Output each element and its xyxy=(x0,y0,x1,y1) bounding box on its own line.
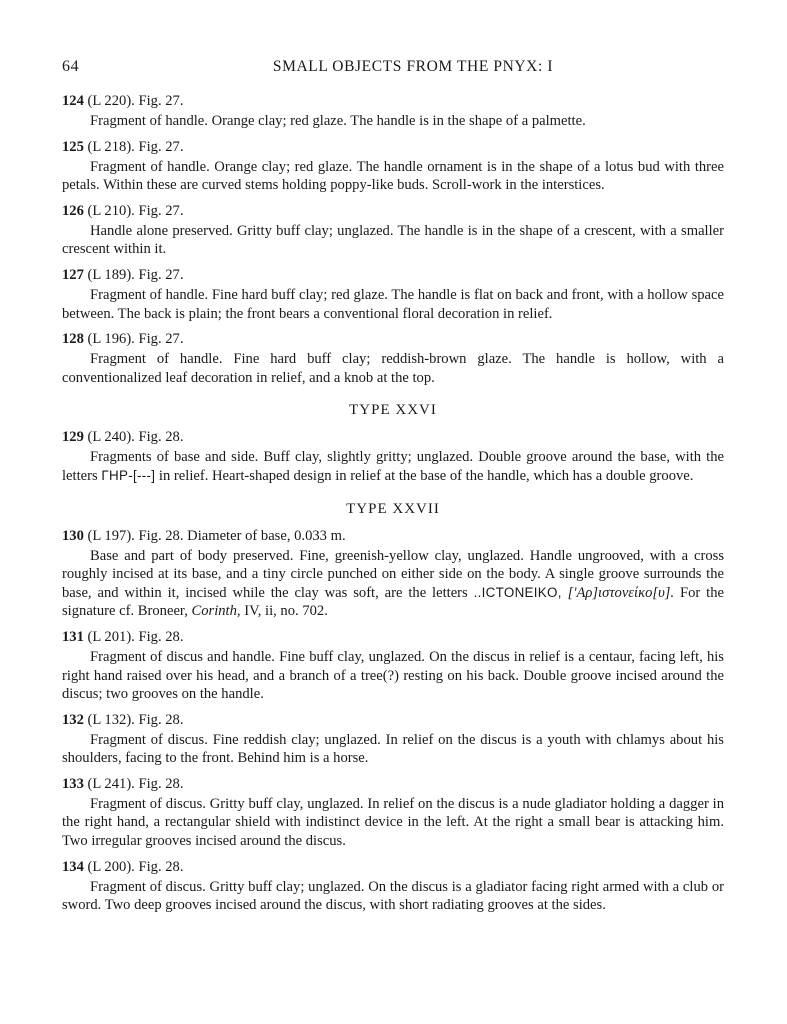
entry-description: Fragment of handle. Orange clay; red glaze. The handle is in the shape of a palmette. xyxy=(90,113,586,129)
entry-heading xyxy=(62,858,724,877)
running-head xyxy=(62,58,724,80)
entry-description: Fragment of handle. Orange clay; red glaze. The handle ornament is in the shape of a lotus bud with three petals. Within these are curved stems holding poppy-like buds. Scroll-work in the interstices. xyxy=(62,158,724,194)
entry-number: 126 xyxy=(62,202,84,219)
inventory-ref: (L 200). xyxy=(87,858,135,875)
catalog-entry-126 xyxy=(62,202,724,259)
figure-ref: Fig. 28. xyxy=(138,711,184,728)
type-heading-xxvi: TYPE XXVI xyxy=(349,402,437,419)
figure-ref: Fig. 27. xyxy=(138,331,184,348)
entry-description: Fragment of handle. Fine hard buff clay; red glaze. The handle is flat on back and front, with a hollow space between. The back is plain; the front bears a conventional floral decoration in relief. xyxy=(62,286,724,322)
inventory-ref: (L 201). xyxy=(87,628,135,645)
entry-description: Fragment of discus. Gritty buff clay; unglazed. On the discus is a gladiator facing right armed with a club or sword. Two deep grooves incised around the discus, with short radiating grooves at the sides. xyxy=(62,878,724,914)
entry-heading xyxy=(62,266,724,285)
inventory-ref: (L 196). xyxy=(87,331,135,348)
entry-description: Handle alone preserved. Gritty buff clay; unglazed. The handle is in the shape of a crescent, with a smaller crescent within it. xyxy=(62,222,724,258)
entry-number: 128 xyxy=(62,331,84,348)
entry-number: 132 xyxy=(62,711,84,728)
figure-ref: Fig. 28. xyxy=(138,858,184,875)
entry-number: 125 xyxy=(62,138,84,155)
entry-heading xyxy=(62,527,724,546)
figure-ref: Fig. 27. xyxy=(138,93,184,109)
inscription-letters: ΓΗΡ-[---] xyxy=(101,467,156,483)
entry-heading xyxy=(62,138,724,157)
inventory-ref: (L 241). xyxy=(87,775,135,792)
entry-description xyxy=(62,448,724,485)
catalog-entry-128 xyxy=(62,330,724,387)
entry-heading xyxy=(62,330,724,349)
figure-ref: Fig. 28. xyxy=(138,429,184,446)
entry-heading xyxy=(62,711,724,730)
catalog-entry-129 xyxy=(62,428,724,485)
entry-description: Fragment of discus. Fine reddish clay; unglazed. In relief on the discus is a youth with chlamys about his shoulders, facing to the front. Behind him is a horse. xyxy=(62,731,724,767)
figure-ref: Fig. 28. xyxy=(138,628,184,645)
greek-transcription: ['Αρ]ιστονείκο[υ]. xyxy=(561,584,675,601)
entry-heading xyxy=(62,775,724,794)
page xyxy=(62,58,724,922)
description-text: For the signature cf. Broneer, xyxy=(62,584,724,620)
inventory-ref: (L 197). xyxy=(87,527,135,544)
description-text: IV, ii, no. 702. xyxy=(240,603,328,620)
running-title: SMALL OBJECTS FROM THE PNYX: I xyxy=(272,58,554,75)
publication-title: Corinth, xyxy=(191,603,241,620)
inventory-ref: (L 218). xyxy=(87,138,135,155)
catalog-entry-132 xyxy=(62,711,724,768)
inventory-ref: (L 132). xyxy=(87,711,135,728)
catalog-entry-134 xyxy=(62,858,724,915)
entry-description xyxy=(62,547,724,621)
figure-ref: Fig. 27. xyxy=(138,138,184,155)
dimension-note: Diameter of base, 0.033 m. xyxy=(187,527,346,544)
figure-ref: Fig. 27. xyxy=(138,202,184,219)
type-heading-xxvii: TYPE XXVII xyxy=(346,500,440,517)
inventory-ref: (L 240). xyxy=(87,429,135,446)
catalog-entry-125 xyxy=(62,138,724,195)
entry-number: 133 xyxy=(62,775,84,792)
catalog-entry-131 xyxy=(62,628,724,704)
inventory-ref: (L 210). xyxy=(87,202,135,219)
inventory-ref: (L 189). xyxy=(87,266,135,283)
entry-heading xyxy=(62,428,724,447)
entry-number: 134 xyxy=(62,858,84,875)
description-text: in relief. Heart-shaped design in relief at the base of the handle, which has a double groove. xyxy=(155,467,694,484)
inscription-letters: ..ICTONEIKO, xyxy=(473,584,562,600)
catalog-entry-133 xyxy=(62,775,724,851)
entry-description: Fragment of discus and handle. Fine buff clay, unglazed. On the discus in relief is a centaur, facing left, his right hand raised over his head, and a branch of a tree(?) resting on his back. Double groove incised around the discus; two grooves on the handle. xyxy=(62,648,724,703)
entry-number: 131 xyxy=(62,628,84,645)
description-text: Fragments of base and side. Buff clay, slightly gritty; unglazed. Double groove around the base, with the letters xyxy=(62,449,724,484)
entry-number: 129 xyxy=(62,429,84,446)
entry-number: 127 xyxy=(62,266,84,283)
figure-ref: Fig. 28. xyxy=(138,775,184,792)
entry-number: 124 xyxy=(62,93,84,109)
catalog-entry-130 xyxy=(62,527,724,621)
catalog-entry-127 xyxy=(62,266,724,323)
entry-heading xyxy=(62,628,724,647)
page-number: 64 xyxy=(62,58,80,75)
entry-description: Fragment of handle. Fine hard buff clay; reddish-brown glaze. The handle is hollow, with a conventionalized leaf decoration in relief, and a knob at the top. xyxy=(62,351,724,386)
figure-ref: Fig. 28. xyxy=(138,527,184,544)
figure-ref: Fig. 27. xyxy=(138,266,184,283)
entry-heading xyxy=(62,92,724,111)
entry-description: Fragment of discus. Gritty buff clay, unglazed. In relief on the discus is a nude gladiator holding a dagger in the right hand, a rectangular shield with indistinct device in the left. At the right a small bear is attacking him. Two irregular grooves incised around the discus. xyxy=(62,795,724,850)
entry-heading xyxy=(62,202,724,221)
catalog-entry-124 xyxy=(62,92,724,131)
entry-number: 130 xyxy=(62,527,84,544)
inventory-ref: (L 220). xyxy=(87,93,135,109)
description-text: Base and part of body preserved. Fine, greenish-yellow clay, unglazed. Handle ungrooved, with a cross roughly incised at its base, and a tiny circle punched on either side on the body. A single groove surrounds the base, and within it, incised while the clay was soft, are the letters xyxy=(62,547,724,601)
